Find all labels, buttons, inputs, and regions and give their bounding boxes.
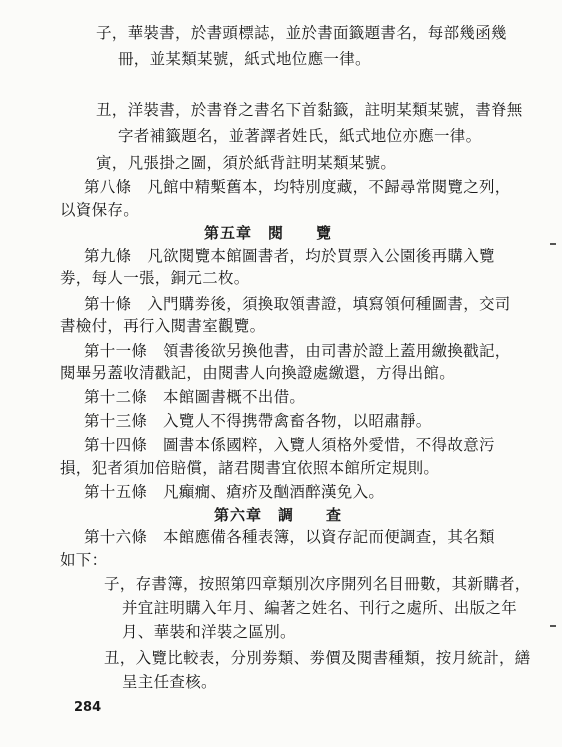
text-line: 如下： bbox=[60, 551, 108, 569]
text-line: 閱畢另蓋收清戳記，由閱書人向換證處繳還，方得出館。 bbox=[60, 364, 456, 382]
chapter-6-heading: 第六章 調 查 bbox=[214, 506, 343, 524]
article-15: 第十五條 凡癲癇、瘡疥及酗酒醉漢免入。 bbox=[84, 483, 385, 501]
page-number: 284 bbox=[74, 700, 102, 715]
chapter-5-heading: 第五章 閱 覽 bbox=[204, 224, 333, 242]
margin-mark bbox=[550, 243, 556, 245]
margin-mark bbox=[550, 625, 556, 627]
text-line: 丑，洋裝書，於書脊之書名下首黏籤，註明某類某號，書脊無 bbox=[96, 101, 523, 119]
article-12: 第十二條 本館圖書概不出借。 bbox=[84, 388, 306, 406]
text-line: 寅，凡張掛之圖，須於紙背註明某類某號。 bbox=[96, 154, 397, 172]
text-line: 月、華裝和洋裝之區別。 bbox=[122, 623, 296, 641]
text-line: 呈主任查核。 bbox=[122, 673, 217, 691]
article-8: 第八條 凡館中精槧舊本，均特別度藏，不歸尋常閱覽之列， bbox=[84, 178, 511, 196]
text-line: 冊，並某類某號，紙式地位應一律。 bbox=[118, 50, 371, 68]
article-10: 第十條 入門購劵後，須換取領書證，填寫領何種圖書，交司 bbox=[84, 295, 511, 313]
text-line: 子，存書簿，按照第四章類別次序開列名目冊數，其新購者， bbox=[104, 575, 531, 593]
article-11: 第十一條 領書後欲另換他書，由司書於證上蓋用繳換戳記， bbox=[84, 342, 511, 360]
article-16: 第十六條 本館應備各種表簿，以資存記而便調查，其名類 bbox=[84, 528, 495, 546]
text-line: 并宜註明購入年月、編著之姓名、刊行之處所、出版之年 bbox=[122, 599, 518, 617]
text-line: 劵，每人一張，銅元二枚。 bbox=[60, 269, 250, 287]
text-line: 以資保存。 bbox=[60, 201, 140, 219]
text-line: 書檢付，再行入閱書室觀覽。 bbox=[60, 317, 266, 335]
article-14: 第十四條 圖書本係國粹，入覽人須格外愛惜，不得故意污 bbox=[84, 436, 495, 454]
text-line: 字者補籤題名，並著譯者姓氏，紙式地位亦應一律。 bbox=[118, 127, 482, 145]
text-line: 丑，入覽比較表，分別劵類、劵價及閱書種類，按月統計，繕 bbox=[104, 649, 531, 667]
text-line: 子，華裝書，於書頭標誌，並於書面籤題書名，每部幾函幾 bbox=[96, 24, 507, 42]
article-9: 第九條 凡欲閱覽本館圖書者，均於買票入公園後再購入覽 bbox=[84, 247, 495, 265]
article-13: 第十三條 入覽人不得携帶禽畜各物，以昭肅靜。 bbox=[84, 412, 432, 430]
text-line: 損，犯者須加倍賠償，諸君閱書宜依照本館所定規則。 bbox=[60, 459, 440, 477]
